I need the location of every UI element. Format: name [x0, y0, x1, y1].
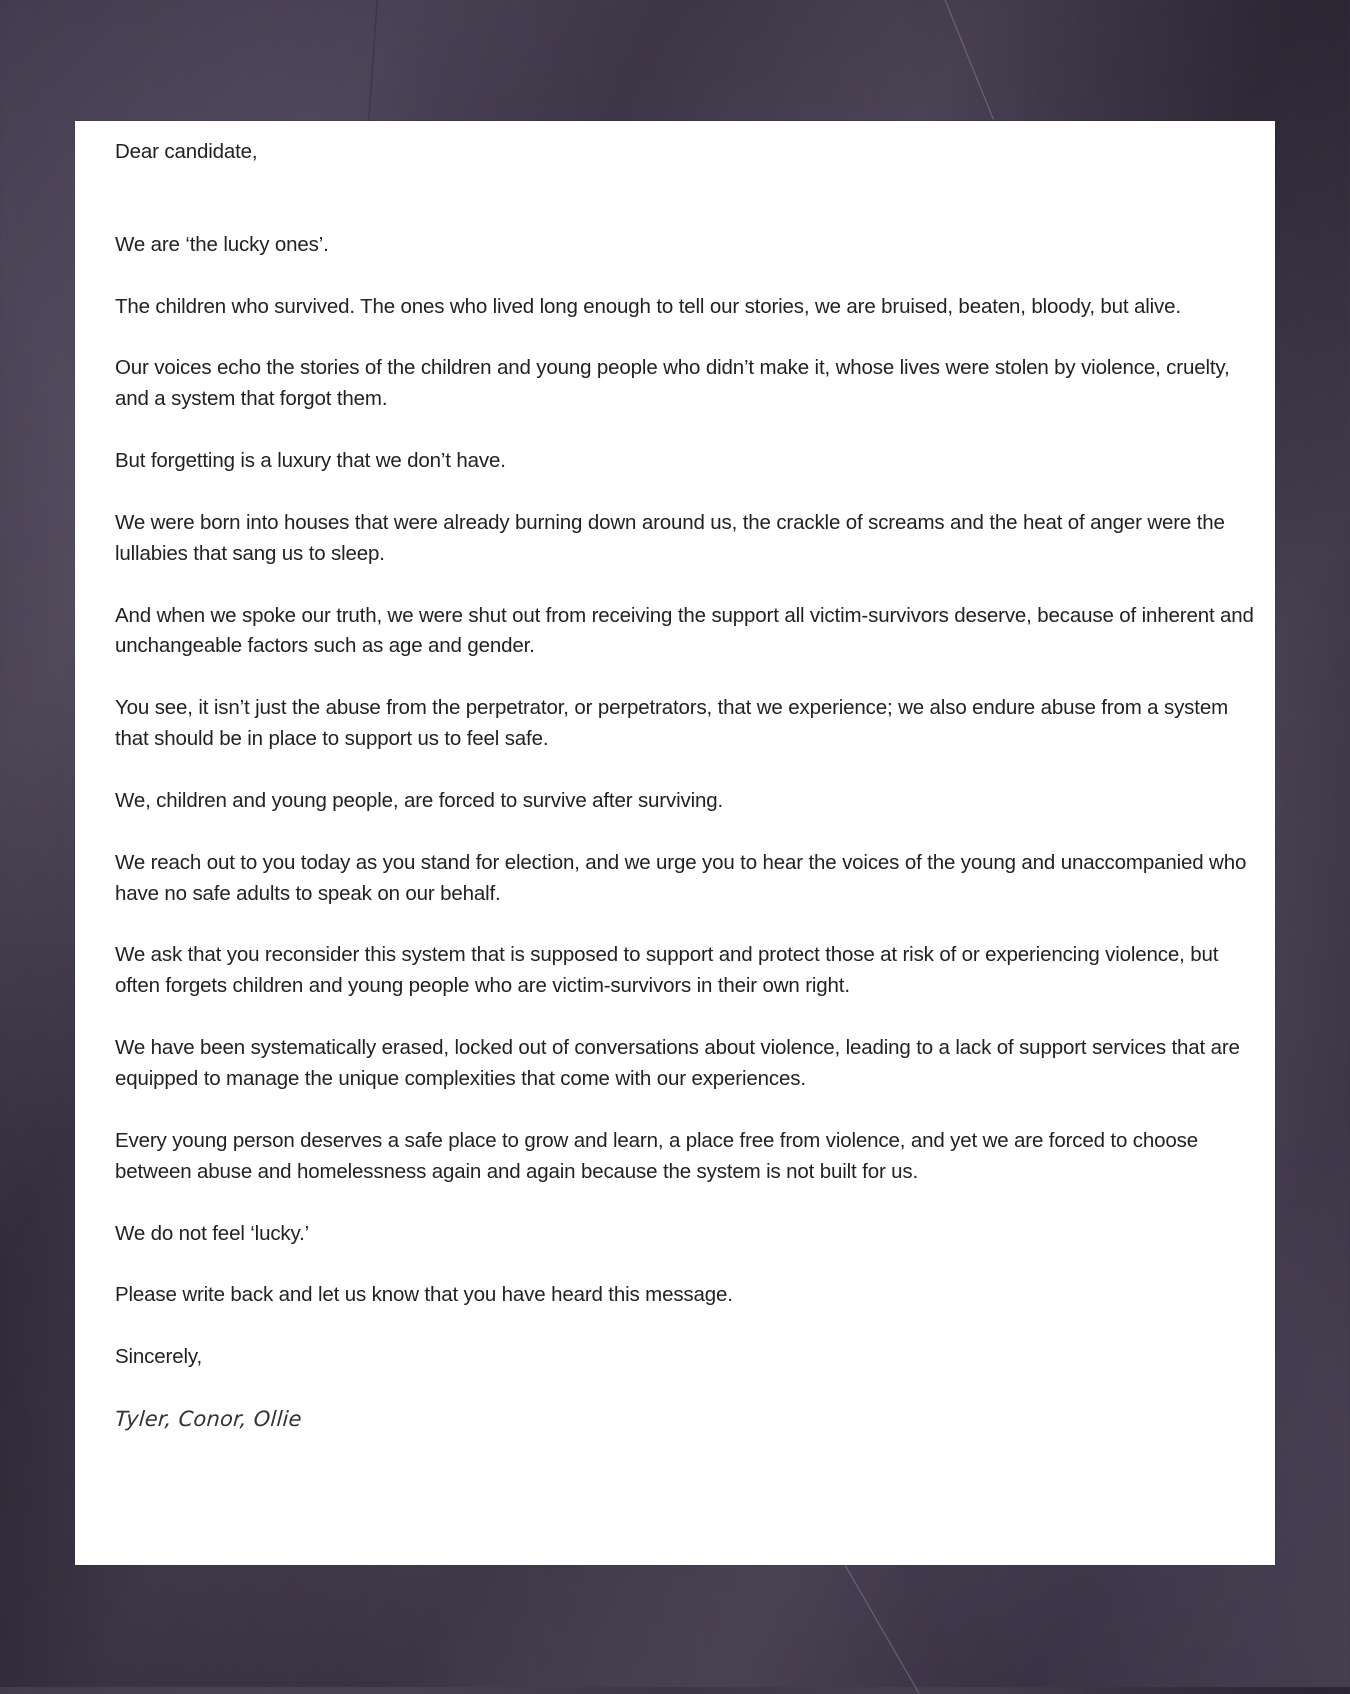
letter-paragraph: We do not feel ‘lucky.’ — [115, 1221, 310, 1245]
letter-paragraph: Please write back and let us know that you have heard this message. — [115, 1283, 733, 1307]
letter-paragraph: But forgetting is a luxury that we don’t have. — [115, 449, 506, 472]
letter-salutation: Dear candidate, — [115, 140, 258, 163]
letter-signature-line — [115, 1404, 1255, 1436]
letter-closing: Sincerely, — [115, 1345, 202, 1369]
letter-paragraph: Every young person deserves a safe place to grow and learn, a place free from violence, and yet we are forced to choose between abuse and homelessness again and again because the system is not built for us. — [115, 1128, 1198, 1183]
letter-body — [115, 137, 1255, 1436]
letter-signature: Tyler, Conor, Ollie — [114, 1406, 303, 1431]
paper-crease — [838, 1554, 920, 1694]
letter-paragraph: You see, it isn’t just the abuse from the perpetrator, or perpetrators, that we experience; we also endure abuse from a system that should be in place to support us to feel safe. — [115, 696, 1229, 751]
letter-paragraph: The children who survived. The ones who lived long enough to tell our stories, we are bruised, beaten, bloody, but alive. — [115, 294, 1181, 318]
letter-page — [75, 121, 1275, 1565]
letter-paragraph: We, children and young people, are forced to survive after surviving. — [115, 788, 724, 812]
letter-paragraph: We reach out to you today as you stand for election, and we urge you to hear the voices of the young and unaccompanied who have no safe adults to speak on our behalf. — [115, 850, 1247, 905]
letter-paragraph: We ask that you reconsider this system that is supposed to support and protect those at risk of or experiencing violence, but often forgets children and young people who are victim-survivors in their own right. — [115, 943, 1219, 998]
letter-paragraph: Our voices echo the stories of the children and young people who didn’t make it, whose lives were stolen by violence, cruelty, and a system that forgot them. — [115, 356, 1230, 411]
letter-paragraph: We have been systematically erased, locked out of conversations about violence, leading to a lack of support services that are equipped to manage the unique complexities that come with our experiences. — [115, 1036, 1240, 1091]
paper-crease — [367, 0, 379, 130]
paper-crease — [940, 0, 994, 120]
letter-paragraph: We were born into houses that were already burning down around us, the crackle of screams and the heat of anger were the lullabies that sang us to sleep. — [115, 510, 1225, 565]
letter-paragraph: We are ‘the lucky ones’. — [115, 232, 329, 256]
letter-paragraph: And when we spoke our truth, we were shut out from receiving the support all victim-survivors deserve, because of inherent and unchangeable factors such as age and gender. — [115, 603, 1254, 658]
